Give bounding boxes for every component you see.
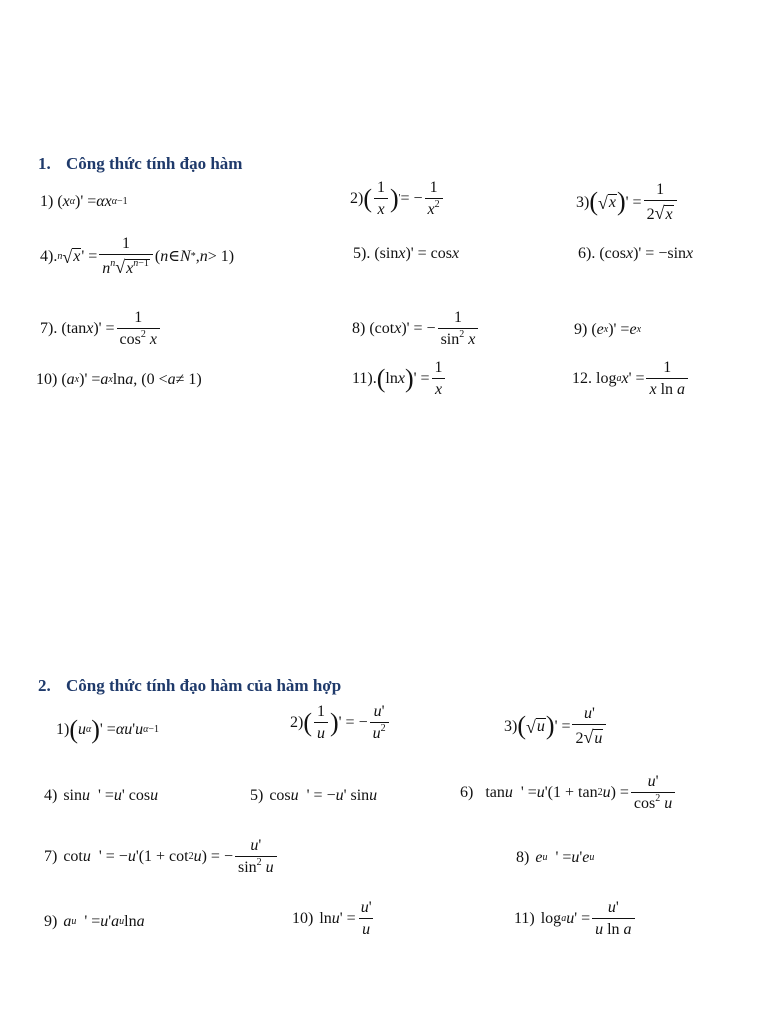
formula-1-2: 2) ( $\frac{1}{x}$ ) ' = − $\frac{1}{x^2}$	[350, 180, 445, 218]
section-1-heading	[38, 154, 242, 174]
formula-1-9: 9) ( e x )' = e x	[574, 321, 642, 338]
formula-1-3: 3) ( √ x ) ' = $\frac{1}{2√x}$	[576, 182, 679, 223]
formula-1-6: 6). (cos x )' = −sin x	[578, 245, 694, 262]
section-1-title: Công thức tính đạo hàm	[66, 154, 243, 173]
section-2-number: 2.	[38, 676, 51, 695]
formula-2-5: 5) cos u ' = − u ' sin u	[250, 787, 378, 804]
formula-2-4: 4) sin u ' = u ' cos u	[44, 787, 159, 804]
formula-2-1: 1) ( u α ) ' = αu ' u α−1	[56, 715, 160, 744]
formula-2-2: 2) ( $\frac{1}{u}$ ) ' = − $\frac{u'}{u^2}$	[290, 704, 391, 742]
formula-2-3: 3) ( √ u ) ' = $\frac{u'}{2√u}$	[504, 706, 608, 747]
formula-2-9: 9) a u ' = u ' a u ln a	[44, 913, 145, 930]
section-1-number: 1.	[38, 154, 51, 173]
formula-1-1: 1) ( x α )' = αx α−1	[40, 193, 128, 210]
formula-2-7: 7) cot u ' = − u '(1 + cot 2 u ) = − $\frac{u'}{\sin^2 u}$	[44, 838, 279, 876]
section-2-title: Công thức tính đạo hàm của hàm hợp	[66, 676, 342, 695]
formula-1-5: 5). (sin x )' = cos x	[353, 245, 460, 262]
section-2-heading	[38, 676, 341, 696]
formula-2-11: 11) log a u ' = $\frac{u'}{\text{u ln a}}$	[514, 900, 637, 938]
formula-1-11: 11). ( ln x ) ' = $\frac{1}{x}$	[352, 360, 448, 398]
formula-1-10: 10) ( a x )' = a x ln a , (0 < a ≠ 1)	[36, 371, 202, 388]
formula-2-6: 6) tan u ' = u '(1 + tan 2 u ) = $\frac{u'}{\cos^2 u}$	[460, 774, 677, 812]
formula-2-10: 10) ln u ' = $\frac{u'}{u}$	[292, 899, 372, 938]
formula-1-4: 4). n √ x ' = $\frac{1}{n^n√x^{n-1}}$ ( n ∈ N * , n > 1)	[40, 235, 235, 277]
formula-1-7: 7). (tan x )' = $\frac{1}{\cos^2 x}$	[40, 310, 162, 348]
formula-2-8: 8) e u ' = u ' e u	[516, 849, 595, 866]
formula-1-12: 12. log a x ' = $\frac{1}{\text{x ln a}}$	[572, 360, 690, 398]
formula-1-8: 8) (cot x )' = − $\frac{1}{\sin^2 x}$	[352, 310, 480, 348]
